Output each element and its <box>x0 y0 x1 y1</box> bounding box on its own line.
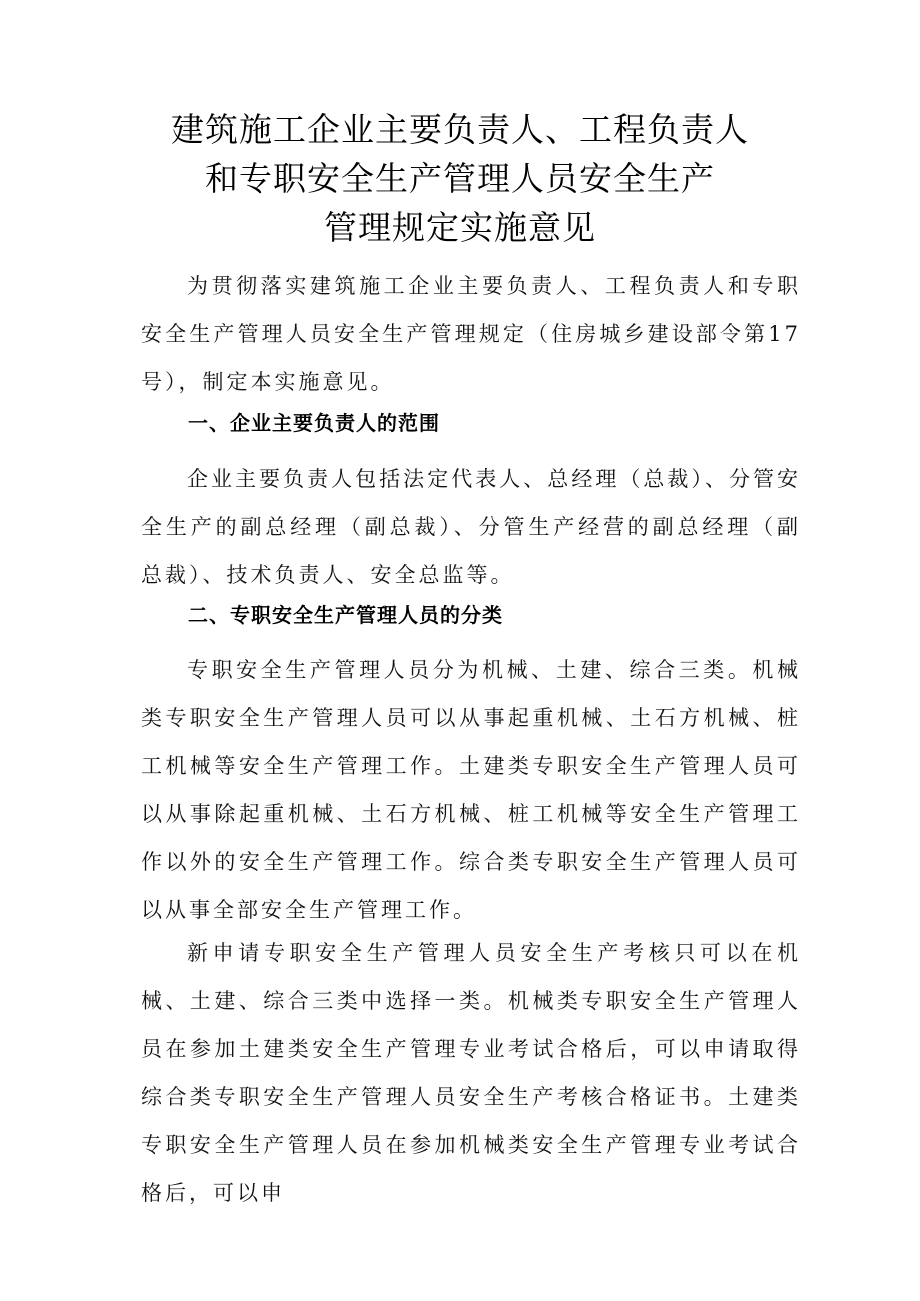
section-2-paragraph-1: 专职安全生产管理人员分为机械、土建、综合三类。机械类专职安全生产管理人员可以从事起重机械、土石方机械、桩工机械等安全生产管理工作。土建类专职安全生产管理人员可以从事除起重机械、土石方机械、桩工机械等安全生产管理工作以外的安全生产管理工作。综合类专职安全生产管理人员可以从事全部安全生产管理工作。 <box>141 658 801 922</box>
document-title-line-3: 管理规定实施意见 <box>324 208 596 247</box>
section-heading-1: 一、企业主要负责人的范围 <box>188 411 440 435</box>
document-title-line-1: 建筑施工企业主要负责人、工程负责人 <box>171 110 749 149</box>
document-title-line-2: 和专职安全生产管理人员安全生产 <box>205 159 715 198</box>
section-heading-2: 二、专职安全生产管理人员的分类 <box>188 603 503 627</box>
intro-paragraph: 为贯彻落实建筑施工企业主要负责人、工程负责人和专职安全生产管理人员安全生产管理规定（住房城乡建设部令第17号），制定本实施意见。 <box>141 274 801 394</box>
section-2-paragraph-2: 新申请专职安全生产管理人员安全生产考核只可以在机械、土建、综合三类中选择一类。机械类专职安全生产管理人员在参加土建类安全生产管理专业考试合格后，可以申请取得综合类专职安全生产管理人员安全生产考核合格证书。土建类专职安全生产管理人员在参加机械类安全生产管理专业考试合格后，可以申 <box>141 941 801 1205</box>
section-1-paragraph-1: 企业主要负责人包括法定代表人、总经理（总裁）、分管安全生产的副总经理（副总裁）、分管生产经营的副总经理（副总裁）、技术负责人、安全总监等。 <box>141 467 801 587</box>
